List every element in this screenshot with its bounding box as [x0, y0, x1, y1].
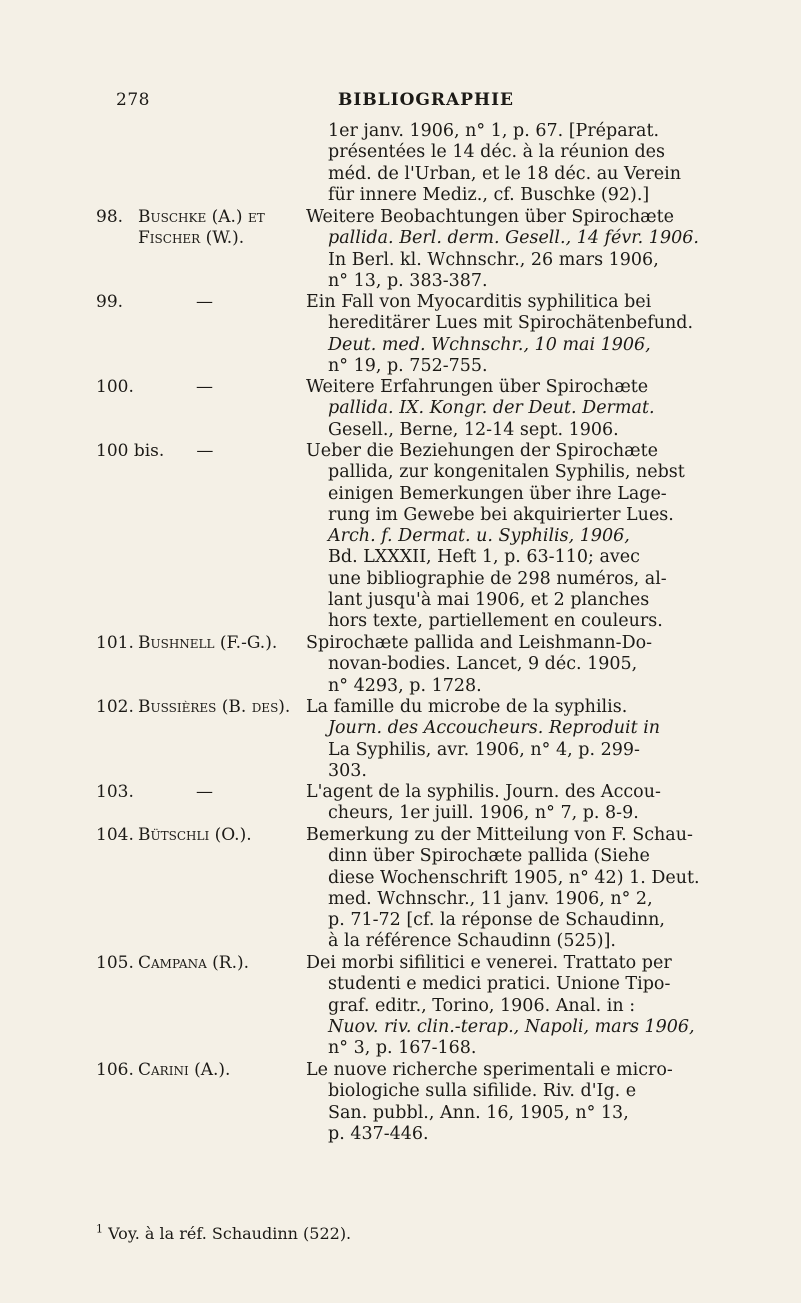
- text-line: med. Wchnschr., 11 janv. 1906, n° 2,: [328, 888, 653, 909]
- text-line: pallida, zur kongenitalen Syphilis, nebst: [328, 462, 685, 483]
- text-line: novan-bodies. Lancet, 9 déc. 1905,: [328, 654, 638, 675]
- entry-number: 100.: [96, 377, 134, 397]
- text-line: Nuov. riv. clin.-terap., Napoli, mars 1906,: [328, 1016, 695, 1037]
- entry-label: [96, 825, 296, 846]
- text-line: méd. de l'Urban, et le 18 déc. au Verein: [328, 163, 681, 184]
- footnote-mark: 1: [96, 1222, 103, 1236]
- text-line: 303.: [328, 760, 367, 781]
- text-line: n° 3, p. 167-168.: [328, 1038, 477, 1059]
- entry-author: Bushnell (F.-G.).: [138, 633, 278, 653]
- text-line: cheurs, 1er juill. 1906, n° 7, p. 8-9.: [328, 803, 639, 824]
- entry-text: [306, 825, 746, 953]
- page-header: [0, 90, 801, 116]
- entry-number: 101.: [96, 633, 134, 653]
- text-line: Journ. des Accoucheurs. Reproduit in: [328, 718, 661, 739]
- text-line: n° 13, p. 383-387.: [328, 270, 488, 291]
- text-line: einigen Bemerkungen über ihre Lage-: [328, 483, 667, 504]
- text-line: une bibliographie de 298 numéros, al-: [328, 568, 667, 589]
- entry-label: [96, 441, 296, 462]
- text-line: diese Wochenschrift 1905, n° 42) 1. Deut.: [328, 867, 700, 888]
- entry-author: Bussières (B. des).: [138, 697, 291, 717]
- text-line: Ein Fall von Myocarditis syphilitica bei: [306, 292, 652, 312]
- entry-number: 105.: [96, 953, 134, 973]
- entry-text: [306, 121, 746, 206]
- text-line: L'agent de la syphilis. Journ. des Accou-: [306, 782, 661, 802]
- text-line: n° 4293, p. 1728.: [328, 675, 482, 696]
- entry-label: [96, 953, 296, 974]
- entry-author: Fischer (W.).: [138, 228, 245, 248]
- text-line: Weitere Erfahrungen über Spirochæte: [306, 377, 649, 397]
- entry-label: [96, 697, 296, 718]
- text-line: p. 71-72 [cf. la réponse de Schaudinn,: [328, 910, 665, 931]
- running-title: BIBLIOGRAPHIE: [338, 90, 514, 110]
- entry-text: [306, 953, 746, 1059]
- entry-number: 106.: [96, 1060, 134, 1080]
- text-line: p. 437-446.: [328, 1123, 429, 1144]
- text-line: Ueber die Beziehungen der Spirochæte: [306, 441, 658, 461]
- text-line: hereditärer Lues mit Spirochätenbefund.: [328, 313, 694, 334]
- text-line: In Berl. kl. Wchnschr., 26 mars 1906,: [328, 249, 659, 270]
- page-number: 278: [116, 90, 150, 110]
- text-line: n° 19, p. 752-755.: [328, 355, 488, 376]
- text-line: San. pubbl., Ann. 16, 1905, n° 13,: [328, 1102, 629, 1123]
- text-line: 1er janv. 1906, n° 1, p. 67. [Préparat.: [328, 121, 660, 141]
- text-line: Arch. f. Dermat. u. Syphilis, 1906,: [328, 526, 630, 547]
- entry-label: [96, 782, 296, 803]
- ditto-dash: —: [196, 377, 213, 397]
- text-line: lant jusqu'à mai 1906, et 2 planches: [328, 590, 650, 611]
- text-line: Dei morbi sifilitici e venerei. Trattato per: [306, 953, 672, 973]
- text-line: pallida. Berl. derm. Gesell., 14 févr. 1906.: [328, 228, 699, 249]
- text-line: biologiche sulla sifilide. Riv. d'Ig. e: [328, 1081, 637, 1102]
- entry-author: Carini (A.).: [138, 1060, 231, 1080]
- entry-number: 102.: [96, 697, 134, 717]
- text-line: für innere Mediz., cf. Buschke (92).]: [328, 184, 650, 205]
- text-line: Bd. LXXXII, Heft 1, p. 63-110; avec: [328, 547, 640, 568]
- ditto-dash: —: [196, 441, 214, 461]
- entry-text: [306, 697, 746, 782]
- entry-author: Bütschli (O.).: [138, 825, 252, 845]
- ditto-dash: —: [196, 292, 213, 312]
- entry-text: [306, 633, 746, 697]
- footnote-text: Voy. à la réf. Schaudinn (522).: [108, 1224, 352, 1243]
- entry-number: 100 bis.: [96, 441, 165, 461]
- text-line: Deut. med. Wchnschr., 10 mai 1906,: [328, 334, 651, 355]
- entry-text: [306, 782, 746, 825]
- text-line: rung im Gewebe bei akquirierter Lues.: [328, 504, 674, 525]
- text-line: Gesell., Berne, 12-14 sept. 1906.: [328, 419, 619, 440]
- entry-number: 103.: [96, 782, 134, 802]
- text-line: à la référence Schaudinn (525)].: [328, 931, 616, 952]
- footnote: [96, 1224, 746, 1244]
- text-line: Le nuove richerche sperimentali e micro-: [306, 1060, 673, 1080]
- entry-text: [306, 292, 746, 377]
- text-line: Weitere Beobachtungen über Spirochæte: [306, 207, 674, 227]
- entry-text: [306, 441, 746, 633]
- entry-label: [96, 292, 296, 313]
- text-line: studenti e medici pratici. Unione Tipo-: [328, 974, 671, 995]
- entry-text: [306, 1060, 746, 1145]
- entry-number: 104.: [96, 825, 134, 845]
- entry-text: [306, 377, 746, 441]
- entry-number: 99.: [96, 292, 124, 312]
- entry-author: Campana (R.).: [138, 953, 250, 973]
- text-line: présentées le 14 déc. à la réunion des: [328, 142, 666, 163]
- ditto-dash: —: [196, 782, 213, 802]
- entry-label: [96, 377, 296, 398]
- text-line: graf. editr., Torino, 1906. Anal. in :: [328, 995, 636, 1016]
- entry-label: [96, 633, 296, 654]
- text-line: La Syphilis, avr. 1906, n° 4, p. 299-: [328, 739, 640, 760]
- entry-label: [96, 207, 296, 249]
- entry-number: 98.: [96, 207, 124, 227]
- entry-author: Buschke (A.) et: [138, 207, 265, 227]
- text-line: hors texte, partiellement en couleurs.: [328, 611, 663, 632]
- text-line: Spirochæte pallida and Leishmann-Do-: [306, 633, 653, 653]
- text-line: pallida. IX. Kongr. der Deut. Dermat.: [328, 398, 655, 419]
- entry-text: [306, 207, 746, 292]
- text-line: La famille du microbe de la syphilis.: [306, 697, 628, 717]
- text-line: dinn über Spirochæte pallida (Siehe: [328, 846, 650, 867]
- text-line: Bemerkung zu der Mitteilung von F. Schau-: [306, 825, 693, 845]
- entry-label: [96, 1060, 296, 1081]
